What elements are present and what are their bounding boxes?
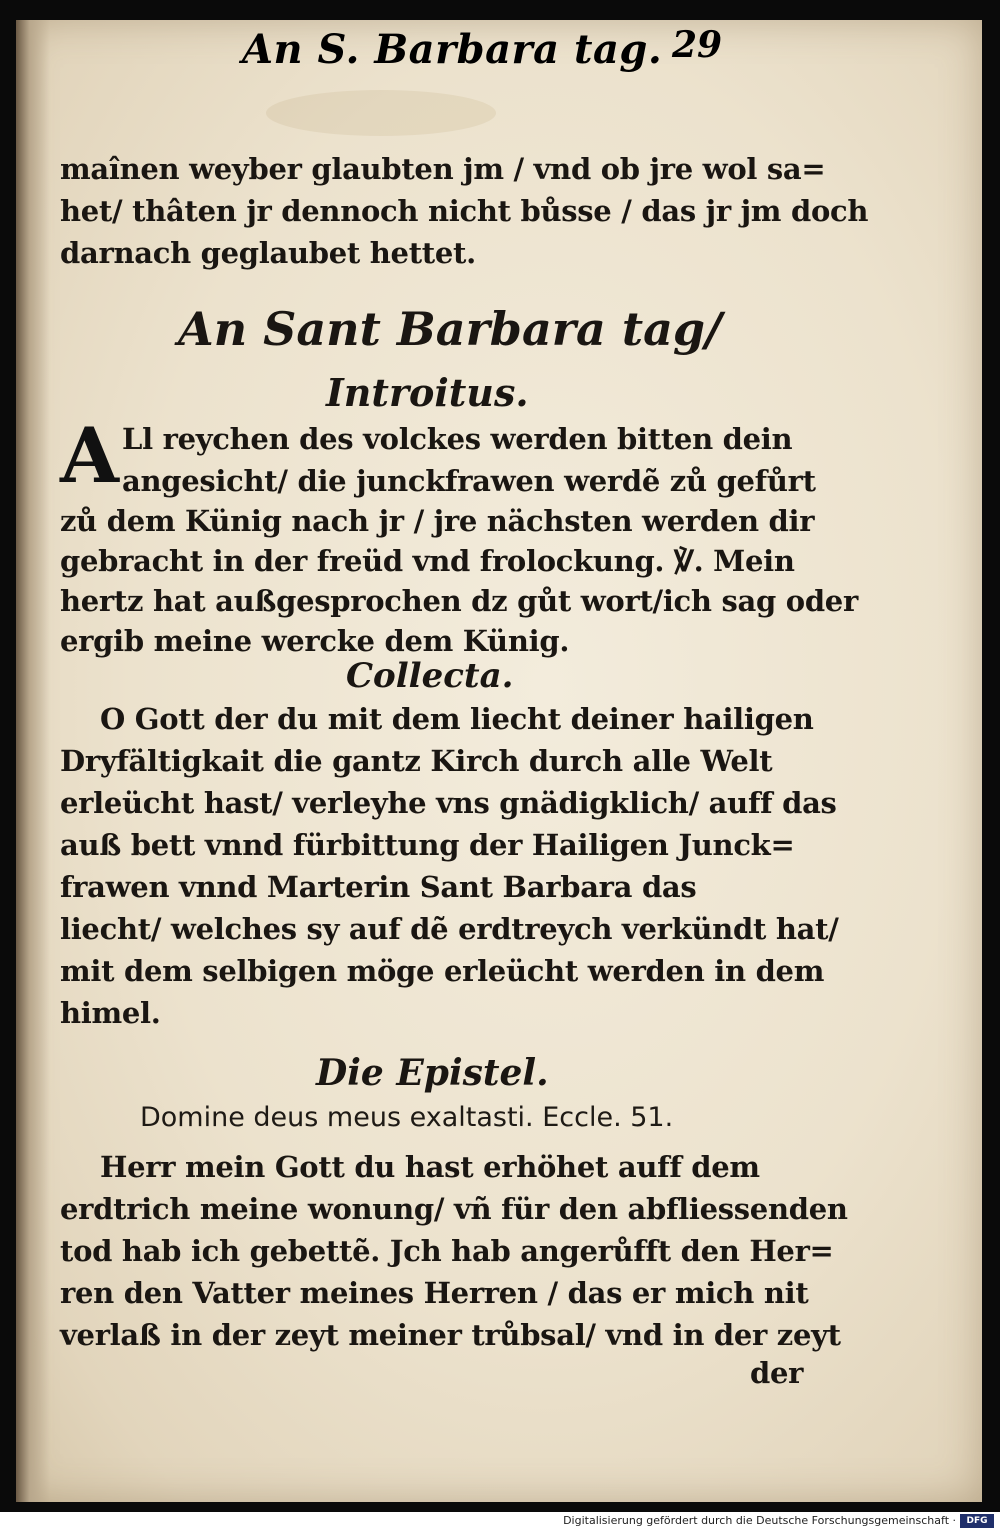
text-line: het/ thâten jr dennoch nicht bůsse / das jr jm doch — [60, 194, 869, 228]
footer-credit: Digitalisierung gefördert durch die Deutsche Forschungsgemeinschaft · — [563, 1514, 956, 1527]
text-line: auß bett vnnd fürbittung der Hailigen Junck= — [60, 828, 795, 862]
text-line: verlaß in der zeyt meiner trůbsal/ vnd in der zeyt — [60, 1318, 841, 1352]
book-page — [16, 20, 982, 1502]
text-line: mit dem selbigen möge erleücht werden in dem — [60, 954, 825, 988]
collecta-heading: Collecta. — [346, 656, 514, 696]
text-line: Herr mein Gott du hast erhöhet auff dem — [100, 1150, 760, 1184]
text-line: himel. — [60, 996, 161, 1030]
feast-heading: An Sant Barbara tag/ — [178, 302, 722, 356]
dfg-logo: DFG — [960, 1514, 994, 1528]
text-line: ergib meine wercke dem Künig. — [60, 624, 570, 658]
text-line: tod hab ich gebettẽ. Jch hab angerůfft den Her= — [60, 1234, 834, 1268]
text-line: erleücht hast/ verleyhe vns gnädigklich/ auff das — [60, 786, 837, 820]
text-line: Ll reychen des volckes werden bitten dein — [122, 422, 793, 456]
running-head — [186, 20, 786, 80]
text-line: angesicht/ die junckfrawen werdẽ zů gefůrt — [122, 464, 816, 498]
text-line: Dryfältigkait die gantz Kirch durch alle Welt — [60, 744, 773, 778]
text-line: gebracht in der freüd vnd frolockung. ℣. Mein — [60, 544, 795, 578]
text-line: maînen weyber glaubten jm / vnd ob jre wol sa= — [60, 152, 826, 186]
introitus-heading: Introitus. — [326, 370, 529, 415]
text-line: O Gott der du mit dem liecht deiner hailigen — [100, 702, 814, 736]
running-title: An S. Barbara tag. — [242, 26, 663, 73]
footer-bar — [0, 1512, 1000, 1530]
text-line: hertz hat außgesprochen dz gůt wort/ich sag oder — [60, 584, 858, 618]
text-line: zů dem Künig nach jr / jre nächsten werden dir — [60, 504, 815, 538]
text-line: erdtrich meine wonung/ vñ für den abfliessenden — [60, 1192, 848, 1226]
folio-number: 29 — [672, 24, 723, 66]
text-line: liecht/ welches sy auf dẽ erdtreych verkündt hat/ — [60, 912, 839, 946]
page-gutter — [16, 20, 50, 1502]
epistel-heading: Die Epistel. — [316, 1052, 549, 1094]
paper-stain — [266, 90, 496, 136]
text-line: darnach geglaubet hettet. — [60, 236, 476, 270]
epistel-reference: Domine deus meus exaltasti. Eccle. 51. — [140, 1102, 674, 1133]
drop-initial: A — [60, 411, 119, 500]
text-line: frawen vnnd Marterin Sant Barbara das — [60, 870, 697, 904]
catchword: der — [750, 1356, 804, 1390]
text-line: ren den Vatter meines Herren / das er mich nit — [60, 1276, 809, 1310]
